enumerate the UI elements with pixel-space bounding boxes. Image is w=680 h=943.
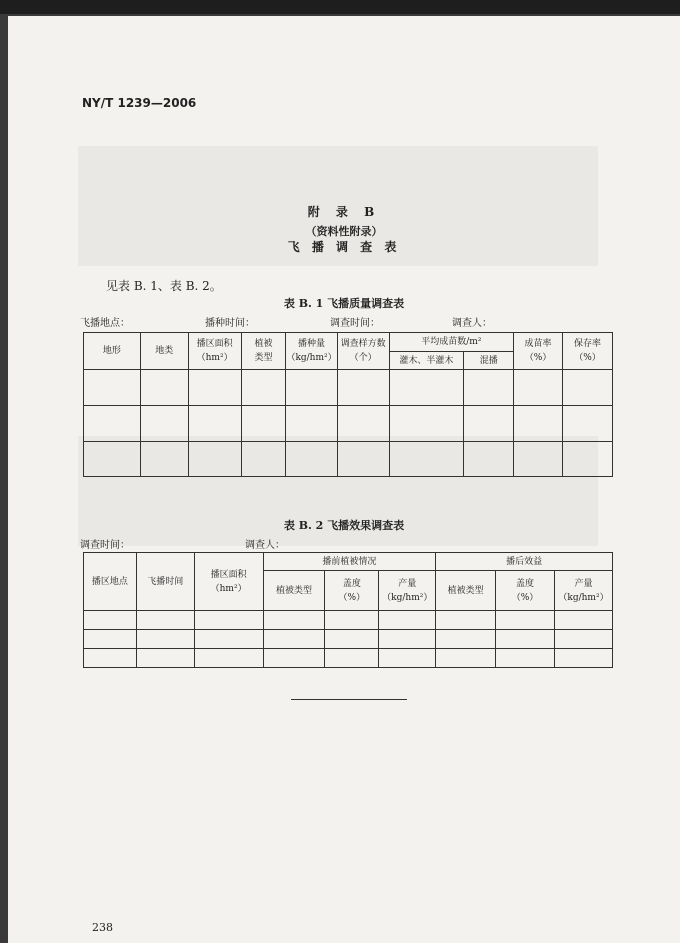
appendix-name: 飞 播 调 查 表 — [287, 240, 401, 254]
field-survey-time: 调查时间： — [330, 318, 380, 329]
header-land-type: 地类 — [140, 333, 188, 370]
intro-text: 见表 B. 1、表 B. 2。 — [106, 279, 222, 293]
header-mixed: 混播 — [464, 352, 514, 370]
table-row — [84, 442, 613, 477]
table-row — [84, 630, 613, 649]
header-after: 播后效益 — [436, 553, 613, 571]
header-veg-before: 植被类型 — [263, 571, 325, 611]
field-sowing-time: 播种时间： — [205, 318, 255, 329]
header-site: 播区地点 — [84, 553, 137, 611]
page-number: 238 — [92, 921, 113, 934]
table2-caption: 表 B. 2 飞播效果调查表 — [283, 519, 405, 532]
field-location: 飞播地点： — [80, 318, 130, 329]
table-row — [84, 649, 613, 668]
appendix-title: 附 录 B — [307, 205, 381, 219]
field-surveyor-2: 调查人： — [245, 540, 285, 551]
header-veg-after: 植被类型 — [436, 571, 496, 611]
header-vegetation: 植被 类型 — [241, 333, 286, 370]
scan-top-edge — [0, 0, 680, 14]
seeding-effect-table — [83, 552, 613, 668]
header-avg-seedlings: 平均成苗数/m² — [389, 333, 514, 352]
header-cover-after: 盖度 （%） — [496, 571, 555, 611]
header-retention-rate: 保存率 （%） — [563, 333, 613, 370]
header-yield-after: 产量 （kg/hm²） — [554, 571, 612, 611]
seeding-quality-table — [83, 332, 613, 477]
document-page — [8, 16, 680, 943]
header-plots: 调查样方数 （个） — [337, 333, 389, 370]
appendix-note: （资料性附录） — [305, 225, 383, 238]
table1-caption: 表 B. 1 飞播质量调查表 — [283, 297, 405, 310]
header-before: 播前植被情况 — [263, 553, 436, 571]
header-seeding-rate: 播种量 （kg/hm²） — [286, 333, 337, 370]
header-area: 播区面积 （hm²） — [188, 333, 241, 370]
header-cover-before: 盖度 （%） — [325, 571, 379, 611]
header-terrain: 地形 — [84, 333, 141, 370]
header-seedling-rate: 成苗率 （%） — [514, 333, 563, 370]
table-row — [84, 611, 613, 630]
header-shrub: 灌木、半灌木 — [389, 352, 464, 370]
header-time: 飞播时间 — [136, 553, 194, 611]
header-area: 播区面积 （hm²） — [194, 553, 263, 611]
standard-number: NY/T 1239—2006 — [82, 96, 197, 110]
field-survey-time-2: 调查时间： — [80, 540, 130, 551]
header-yield-before: 产量 （kg/hm²） — [379, 571, 436, 611]
end-rule — [291, 699, 407, 700]
table-row — [84, 370, 613, 406]
field-surveyor: 调查人： — [452, 318, 492, 329]
table-row — [84, 406, 613, 442]
